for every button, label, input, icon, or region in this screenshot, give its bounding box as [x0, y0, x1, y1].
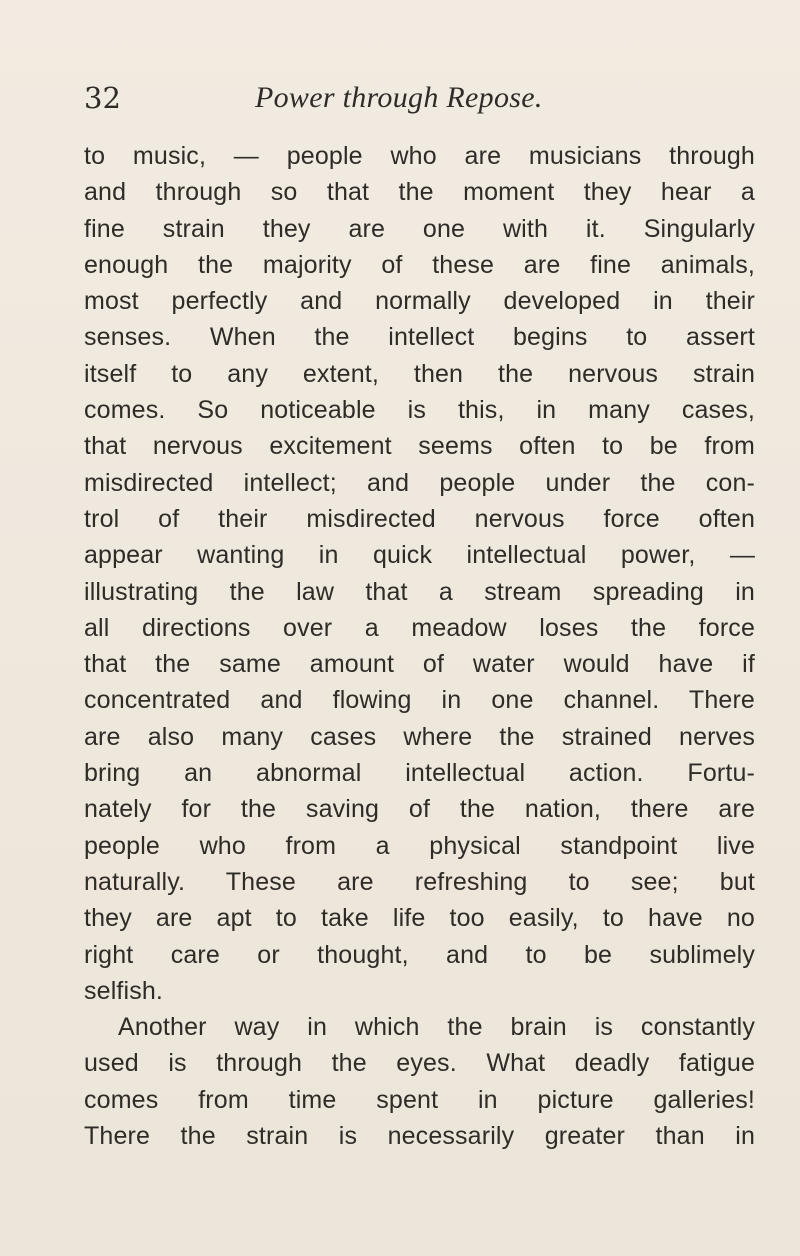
text-line: senses. When the intellect begins to assert [84, 323, 755, 352]
text-line: people who from a physical standpoint live [84, 831, 755, 860]
text-line: that the same amount of water would have if [84, 650, 755, 679]
text-line: There the strain is necessarily greater than in [84, 1122, 755, 1151]
text-line: all directions over a meadow loses the force [84, 613, 755, 642]
text-line: itself to any extent, then the nervous strain [84, 359, 755, 388]
page-number: 32 [84, 81, 121, 115]
paragraph-end-line: selfish. [84, 976, 164, 1005]
text-line: naturally. These are refreshing to see; but [84, 867, 755, 896]
text-line: trol of their misdirected nervous force often [84, 504, 755, 533]
text-line: comes. So noticeable is this, in many cases, [84, 396, 755, 425]
text-line: most perfectly and normally developed in their [84, 287, 755, 316]
text-line: comes from time spent in picture galleries! [84, 1085, 755, 1114]
running-title: Power through Repose. [255, 81, 543, 114]
paragraph-start-line: Another way in which the brain is constantly [118, 1013, 755, 1042]
text-line: bring an abnormal intellectual action. Fortu- [84, 759, 755, 788]
text-line: they are apt to take life too easily, to have no [84, 904, 755, 933]
text-line: fine strain they are one with it. Singularly [84, 214, 755, 243]
page-header [84, 78, 744, 118]
text-line: nately for the saving of the nation, there are [84, 795, 755, 824]
text-line: and through so that the moment they hear a [84, 178, 755, 207]
text-line: illustrating the law that a stream spreading in [84, 577, 755, 606]
text-line: to music, — people who are musicians through [84, 142, 755, 170]
text-line: enough the majority of these are fine animals, [84, 250, 755, 279]
text-line: are also many cases where the strained nerves [84, 722, 755, 751]
body-text [84, 138, 755, 1154]
text-line: right care or thought, and to be sublimely [84, 940, 755, 969]
text-line: used is through the eyes. What deadly fatigue [84, 1049, 755, 1078]
text-line: that nervous excitement seems often to be from [84, 432, 755, 461]
text-line: appear wanting in quick intellectual power, — [84, 541, 755, 570]
text-line: misdirected intellect; and people under the con- [84, 468, 755, 497]
text-line: concentrated and flowing in one channel. There [84, 686, 755, 715]
